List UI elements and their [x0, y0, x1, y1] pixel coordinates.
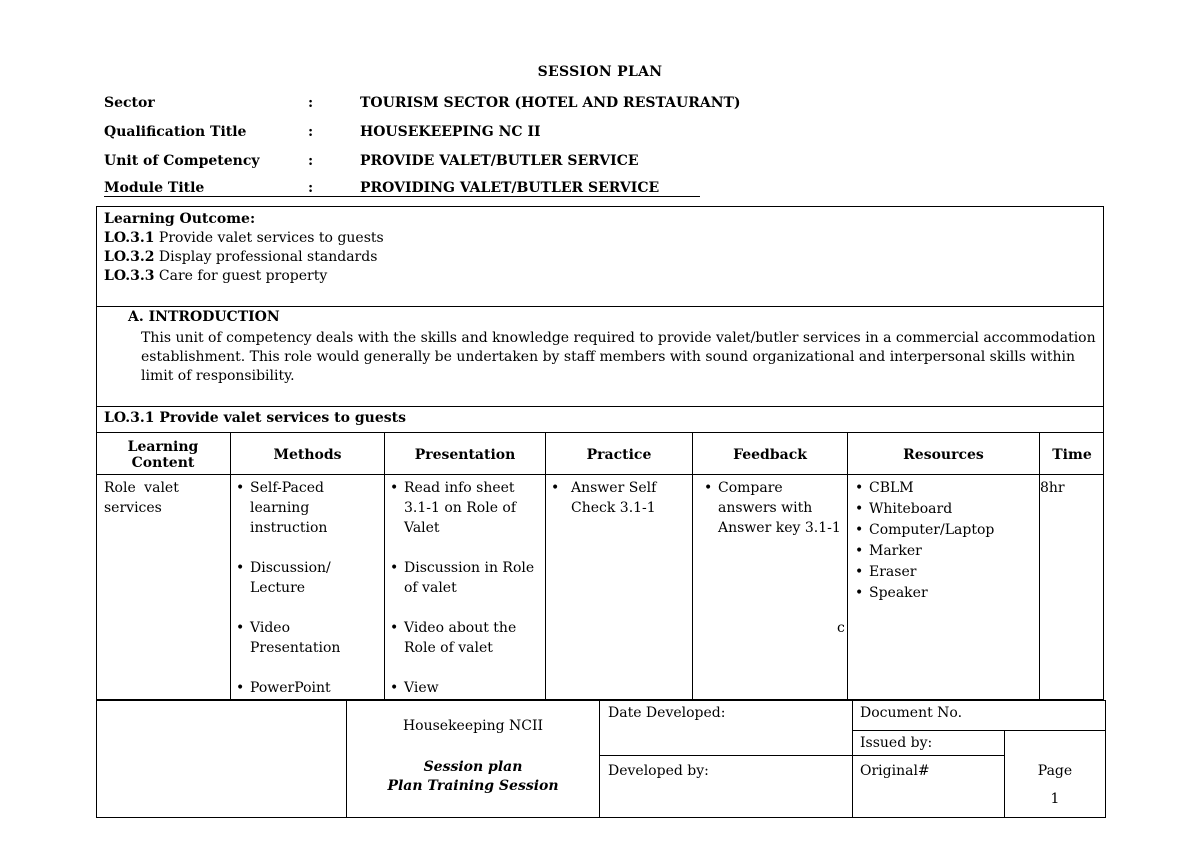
- resources-item: • Computer/Laptop: [855, 520, 1035, 541]
- cell-feedback: [704, 478, 842, 538]
- col-header-resources: Resources: [903, 447, 984, 463]
- cell-presentation: [390, 478, 542, 698]
- unit-value: PROVIDE VALET/BUTLER SERVICE: [360, 153, 639, 169]
- methods-item: • Self-Paced learning instruction: [236, 478, 380, 538]
- col-header-time: Time: [1052, 447, 1092, 463]
- footer-hline-date: [599, 755, 852, 756]
- methods-item: • Discussion/ Lecture: [236, 558, 380, 598]
- lo-text: Care for guest property: [154, 268, 328, 284]
- footer-document-no: Document No.: [860, 705, 963, 721]
- cell-resources: [855, 478, 1035, 604]
- resources-item: • CBLM: [855, 478, 1035, 499]
- practice-item: • Answer Self Check 3.1-1: [551, 478, 687, 518]
- divider-header-row: [96, 474, 1104, 475]
- introduction-body: This unit of competency deals with the skills and knowledge required to provide valet/butler services in a commercial accommodation establishment. This role would generally be undertaken by staff members with sound organizational and interpersonal skills within limit of responsibility.: [141, 330, 1096, 384]
- document-title: SESSION PLAN: [537, 64, 663, 80]
- footer-divider-2: [599, 700, 600, 818]
- divider-lo-intro: [96, 306, 1104, 307]
- footer-doc-type-1: Session plan: [423, 759, 523, 775]
- col-header-presentation: Presentation: [414, 447, 516, 463]
- presentation-item: • Discussion in Role of valet: [390, 558, 542, 598]
- module-colon: :: [308, 180, 314, 196]
- module-value: PROVIDING VALET/BUTLER SERVICE: [360, 180, 660, 196]
- methods-item: • PowerPoint: [236, 678, 380, 698]
- footer-developed-by: Developed by:: [608, 763, 709, 779]
- learning-outcome-item: [104, 229, 384, 248]
- section-title: LO.3.1 Provide valet services to guests: [104, 410, 406, 426]
- feedback-item: • Compare answers with Answer key 3.1-1: [704, 478, 842, 538]
- footer-issued-by: Issued by:: [860, 735, 933, 751]
- module-underline: [104, 196, 700, 197]
- footer-date-developed: Date Developed:: [608, 705, 726, 721]
- lo-text: Display professional standards: [154, 249, 378, 265]
- presentation-item: • Video about the Role of valet: [390, 618, 542, 658]
- qualification-label: Qualification Title: [104, 124, 247, 140]
- learning-outcome-block: [104, 210, 384, 286]
- divider-intro-section: [96, 406, 1104, 407]
- resources-item: • Marker: [855, 541, 1035, 562]
- footer-hline-docno: [852, 730, 1106, 731]
- learning-outcome-heading: Learning Outcome:: [104, 211, 256, 227]
- methods-item: • Video Presentation: [236, 618, 380, 658]
- qualification-value: HOUSEKEEPING NC II: [360, 124, 541, 140]
- unit-label: Unit of Competency: [104, 153, 260, 169]
- cell-practice: [551, 478, 687, 518]
- sector-label: Sector: [104, 95, 155, 111]
- col-header-methods: Methods: [273, 447, 342, 463]
- feedback-stray-mark: c: [837, 620, 845, 636]
- col-header-feedback: Feedback: [733, 447, 807, 463]
- footer-program: Housekeeping NCII: [402, 718, 544, 734]
- footer-hline-issued: [852, 755, 1004, 756]
- presentation-item: • Read info sheet 3.1-1 on Role of Valet: [390, 478, 542, 538]
- footer-page-number: 1: [1050, 791, 1060, 807]
- lo-code: LO.3.2: [104, 249, 155, 265]
- cell-learning-content: Role valet services: [104, 480, 179, 516]
- footer-original: Original#: [860, 763, 930, 779]
- sector-value: TOURISM SECTOR (HOTEL AND RESTAURANT): [360, 95, 741, 111]
- footer-page-label: Page: [1037, 763, 1073, 779]
- cell-time: 8hr: [1040, 480, 1065, 496]
- resources-item: • Eraser: [855, 562, 1035, 583]
- col-header-practice: Practice: [586, 447, 652, 463]
- introduction-heading: A. INTRODUCTION: [128, 309, 280, 325]
- qualification-colon: :: [308, 124, 314, 140]
- lo-text: Provide valet services to guests: [154, 230, 384, 246]
- divider-section-header: [96, 432, 1104, 433]
- resources-item: • Speaker: [855, 583, 1035, 604]
- col-header-learning-content: Learning Content: [127, 439, 199, 471]
- unit-colon: :: [308, 153, 314, 169]
- resources-item: • Whiteboard: [855, 499, 1035, 520]
- module-label: Module Title: [104, 180, 205, 196]
- presentation-item: • View: [390, 678, 542, 698]
- sector-colon: :: [308, 95, 314, 111]
- footer-divider-3: [852, 700, 853, 818]
- lo-code: LO.3.1: [104, 230, 155, 246]
- learning-outcome-item: [104, 267, 384, 286]
- lo-code: LO.3.3: [104, 268, 155, 284]
- footer-doc-type-2: Plan Training Session: [387, 778, 559, 794]
- cell-methods: [236, 478, 380, 698]
- learning-outcome-item: [104, 248, 384, 267]
